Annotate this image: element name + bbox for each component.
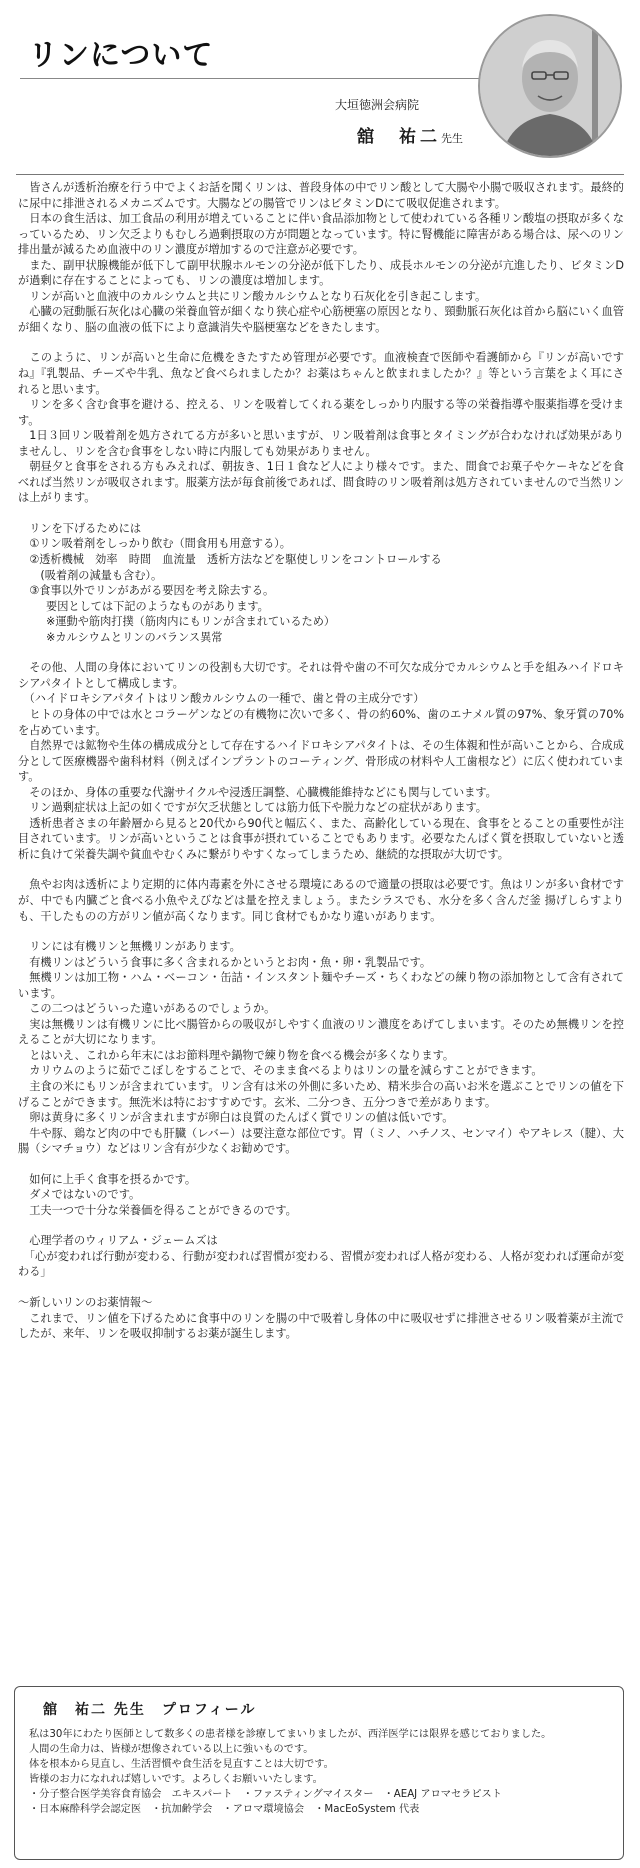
profile-box [14, 1686, 624, 1860]
paragraph: 皆さんが透析治療を行う中でよくお話を聞くリンは、普段身体の中でリン酸として大腸や小腸で吸収されます。最終的に尿中に排泄されるメカニズムです。大腸などの腸管でリンはビタミンDにて吸収促進されます。 [18, 181, 624, 210]
paragraph: （ハイドロキシアパタイトはリン酸カルシウムの一種で、歯と骨の主成分です） [18, 692, 425, 706]
paragraph: 透析患者さまの年齢層から見ると20代から90代と幅広く、また、高齢化している現在、食事をとることの重要性が注目されています。リンが高いということは食事が摂れていることでもあります。必要なたんぱく質を摂取していないと透析に負けて栄養失調や貧血やむくみに繋がりやすくなってしまうため、継続的な摂取が大切です。 [18, 816, 624, 861]
paragraph: 朝昼夕と食事をされる方もみえれば、朝抜き、1日１食など人により様々です。また、間食でお菓子やケーキなどを食べれば当然リンが吸収されます。服薬方法が毎食前後であれば、間食時のリン吸着剤は処方されていませんので当然リンは上がります。 [18, 460, 624, 505]
list-item: ③食事以外でリンがあがる要因を考え除去する。 [18, 584, 275, 598]
paragraph: このように、リンが高いと生命に危機をきたすため管理が必要です。血液検査で医師や看護師から『リンが高いですね』『乳製品、チーズや牛乳、魚など食べられましたか？お薬はちゃんと飲まれましたか？』等という言葉をよく耳にされると思います。 [18, 351, 624, 396]
author-name: 舘 祐二 [357, 127, 441, 147]
paragraph: ヒトの身体の中では水とコラーゲンなどの有機物に次いで多く、骨の約60%、歯のエナメル質の97%、象牙質の70%を占めています。 [18, 707, 624, 737]
paragraph: 無機リンは加工物・ハム・ベーコン・缶詰・インスタント麺やチーズ・ちくわなどの練り物の添加物として含有されています。 [18, 971, 624, 1000]
paragraph: そのほか、身体の重要な代謝サイクルや浸透圧調整、心臓機能維持などにも関与しています。 [18, 785, 497, 799]
profile-line: 人間の生命力は、皆様が想像されている以上に強いものです。 [29, 1744, 314, 1755]
title-underline [20, 78, 520, 79]
paragraph: 実は無機リンは有機リンに比べ腸管からの吸収がしやすく血液のリン濃度をあげてしまいます。そのため無機リンを控えることが大切になります。 [18, 1017, 624, 1047]
paragraph: 有機リンはどういう食事に多く含まれるかというとお肉・魚・卵・乳製品です。 [18, 955, 432, 969]
list-item: ②透析機械 効率 時間 血流量 透析方法などを駆使しリンをコントロールする [18, 553, 442, 567]
news-heading: ～新しいリンのお薬情報～ [18, 1296, 153, 1309]
paragraph: また、副甲状腺機能が低下して副甲状腺ホルモンの分泌が低下したり、成長ホルモンの分泌が亢進したり、ビタミンDが過剰に存在することによっても、リンの濃度は増加します。 [18, 258, 624, 288]
paragraph: 如何に上手く食事を摂るかです。 [18, 1172, 197, 1186]
paragraph: これまで、リン値を下げるために食事中のリンを腸の中で吸着し身体の中に吸収せずに排泄させるリン吸着薬が主流でしたが、来年、リンを吸収抑制するお薬が誕生します。 [18, 1311, 624, 1341]
article-body [18, 180, 624, 1342]
paragraph: リン過剰症状は上記の如くですが欠乏状態としては筋力低下や脱力などの症状があります。 [18, 801, 487, 815]
paragraph: この二つはどういった違いがあるのでしょうか。 [18, 1002, 276, 1016]
article-title: リンについて [28, 38, 214, 73]
paragraph: 魚やお肉は透析により定期的に体内毒素を外にさせる環境にあるので適量の摂取は必要です。魚はリンが多い食材ですが、中でも内臓ごと食べる小魚やえびなどは量を控えましょう。またシラスでも、水分を多く含んだ釜 揚げしらすよりも、干したものの方がリン値が高くなります。同じ食材でもかなり違いがあります。 [18, 878, 624, 923]
paragraph: 牛や豚、鶏など肉の中でも肝臓（レバー）は要注意な部位です。胃（ミノ、ハチノス、センマイ）やアキレス（腱）、大腸（シマチョウ）などはリン含有が少なくお勧めです。 [18, 1126, 624, 1156]
paragraph: ダメではないのです。 [18, 1188, 141, 1202]
header-divider [16, 174, 624, 175]
paragraph: 卵は黄身に多くリンが含まれますが卵白は良質のたんぱく質でリンの値は低いです。 [18, 1111, 454, 1125]
paragraph: 心理学者のウィリアム・ジェームズは [18, 1234, 218, 1248]
profile-line: ・日本麻酔科学会認定医 ・抗加齢学会 ・アロマ環境協会 ・MacEoSystem 代表 [29, 1804, 420, 1815]
author-portrait-icon [480, 16, 620, 156]
profile-line: 私は30年にわたり医師として数多くの患者様を診療してまいりましたが、西洋医学には限界を感じておりました。 [29, 1729, 552, 1740]
author-name-block [357, 122, 463, 147]
paragraph: 工夫一つで十分な栄養価を得ることができるのです。 [18, 1203, 297, 1217]
profile-line: 皆様のお力になれれば嬉しいです。よろしくお願いいたします。 [29, 1774, 323, 1785]
paragraph: 日本の食生活は、加工食品の利用が増えていることに伴い食品添加物として使われている各種リン酸塩の摂取が多くなっているため、リン欠乏よりもむしろ過剰摂取の方が問題となっています。特に腎機能に障害がある場合は、尿へのリン排出量が減るため血液中のリン濃度が増加するので注意が必要です。 [18, 212, 624, 257]
paragraph: 主食の米にもリンが含まれています。リン含有は米の外側に多いため、精米歩合の高いお米を選ぶことでリンの値を下げることができます。無洗米は特におすすめです。玄米、二分つき、五分つきで差があります。 [18, 1079, 624, 1109]
list-subitem: 要因としては下記のようなものがあります。 [46, 599, 269, 613]
profile-line: ・分子整合医学美容食育協会 エキスパート ・ファスティングマイスター ・AEAJ アロマセラピスト [29, 1789, 502, 1800]
list-item: (吸着剤の減量も含む）。 [18, 568, 163, 582]
quote: 「心が変われば行動が変わる、行動が変われば習慣が変わる、習慣が変われば人格が変わる、人格が変われば運命が変わる」 [18, 1249, 624, 1279]
paragraph: リンを多く含む食事を避ける、控える、リンを吸着してくれる薬をしっかり内服する等の栄養指導や服薬指導を受けます。 [18, 398, 624, 427]
paragraph: 1日３回リン吸着剤を処方されてる方が多いと思いますが、リン吸着剤は食事とタイミングが合わなければ効果がありませんし、リンを含む食事をしない時に内服しても効果がありません。 [18, 429, 624, 458]
paragraph: 心臓の冠動脈石灰化は心臓の栄養血管が細くなり狭心症や心筋梗塞の原因となり、頸動脈石灰化は首から脳にいく血管が細くなり、脳の血液の低下により意識消失や脳梗塞などをきたします。 [18, 305, 624, 334]
paragraph: その他、人間の身体においてリンの役割も大切です。それは骨や歯の不可欠な成分でカルシウムと手を組みハイドロキシアパタイトとして構成します。 [18, 661, 624, 690]
list-item: ①リン吸着剤をしっかり飲む（間食用も用意する）。 [18, 537, 291, 551]
author-photo [478, 14, 622, 158]
list-subitem: ※カルシウムとリンのバランス異常 [46, 630, 223, 644]
profile-title: 舘 祐二 先生 プロフィール [43, 1702, 257, 1718]
article-header [0, 0, 640, 168]
paragraph: とはいえ、これから年末にはお節料理や鍋物で練り物を食べる機会が多くなります。 [18, 1048, 455, 1062]
author-suffix: 先生 [441, 132, 463, 145]
paragraph: 自然界では鉱物や生体の構成成分として存在するハイドロキシアパタイトは、その生体親和性が高いことから、合成成分として医療機器や歯科材料（例えばインプラントのコーティング、骨形成の材料や人工歯根など）に広く使われています。 [18, 739, 624, 784]
list-subitem: ※運動や筋肉打撲（筋肉内にもリンが含まれているため） [46, 615, 336, 629]
profile-line: 体を根本から見直し、生活習慣や食生活を見直すことは大切です。 [29, 1759, 334, 1770]
list-title: リンを下げるためには [18, 521, 142, 535]
paragraph: リンには有機リンと無機リンがあります。 [18, 940, 241, 954]
paragraph: リンが高いと血液中のカルシウムと共にリン酸カルシウムとなり石灰化を引き起こします。 [18, 289, 487, 303]
paragraph: カリウムのように茹でこぼしをすることで、そのまま食べるよりはリンの量を減らすことができます。 [18, 1064, 543, 1078]
author-affiliation: 大垣徳洲会病院 [335, 98, 420, 112]
